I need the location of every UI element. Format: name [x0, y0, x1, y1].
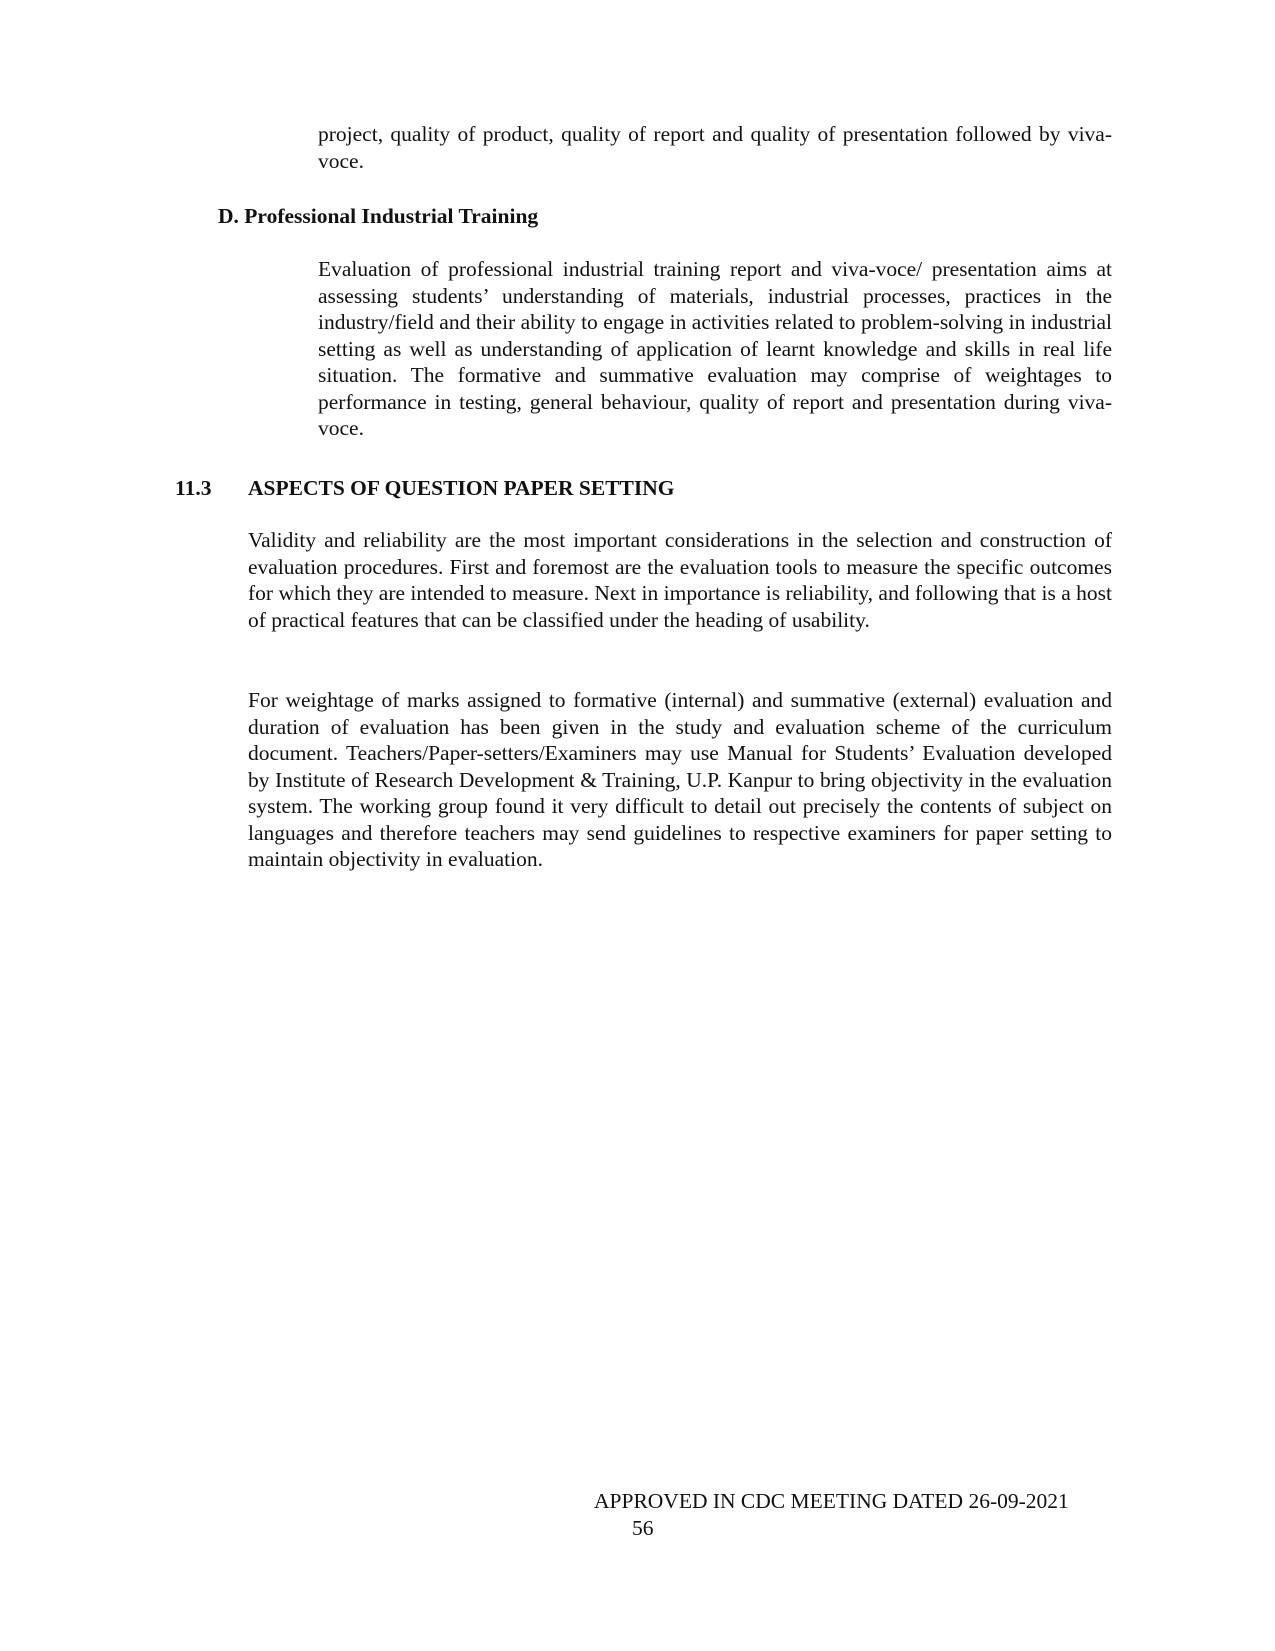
section-number: 11.3	[175, 476, 212, 500]
section-title: ASPECTS OF QUESTION PAPER SETTING	[248, 476, 675, 500]
validity-paragraph: Validity and reliability are the most important considerations in the selection and construction of evaluation procedures. First and foremost are the evaluation tools to measure the specific outcomes for which they are intended to measure. Next in importance is reliability, and following that is a host of practical features that can be classified under the heading of usability.	[248, 528, 1112, 632]
weightage-paragraph: For weightage of marks assigned to formative (internal) and summative (external) evaluation and duration of evaluation has been given in the study and evaluation scheme of the curriculum document. Teachers/Paper-setters/Examiners may use Manual for Students’ Evaluation developed by Institute of Research Development & Training, U.P. Kanpur to bring objectivity in the evaluation system. The working group found it very difficult to detail out precisely the contents of subject on languages and therefore teachers may send guidelines to respective examiners for paper setting to maintain objectivity in evaluation.	[248, 688, 1112, 871]
approval-footer: APPROVED IN CDC MEETING DATED 26-09-2021	[594, 1489, 1069, 1513]
section-d-paragraph: Evaluation of professional industrial training report and viva-voce/ presentation aims at assessing students’ understanding of materials, industrial processes, practices in the industry/field and their ability to engage in activities related to problem-solving in industrial setting as well as understanding of application of learnt knowledge and skills in real life situation. The formative and summative evaluation may comprise of weightages to performance in testing, general behaviour, quality of report and presentation during viva-voce.	[318, 257, 1112, 440]
continuation-paragraph: project, quality of product, quality of report and quality of presentation followed by viva-voce.	[318, 122, 1112, 173]
section-d-heading: D. Professional Industrial Training	[218, 204, 539, 228]
page-number: 56	[632, 1516, 654, 1540]
